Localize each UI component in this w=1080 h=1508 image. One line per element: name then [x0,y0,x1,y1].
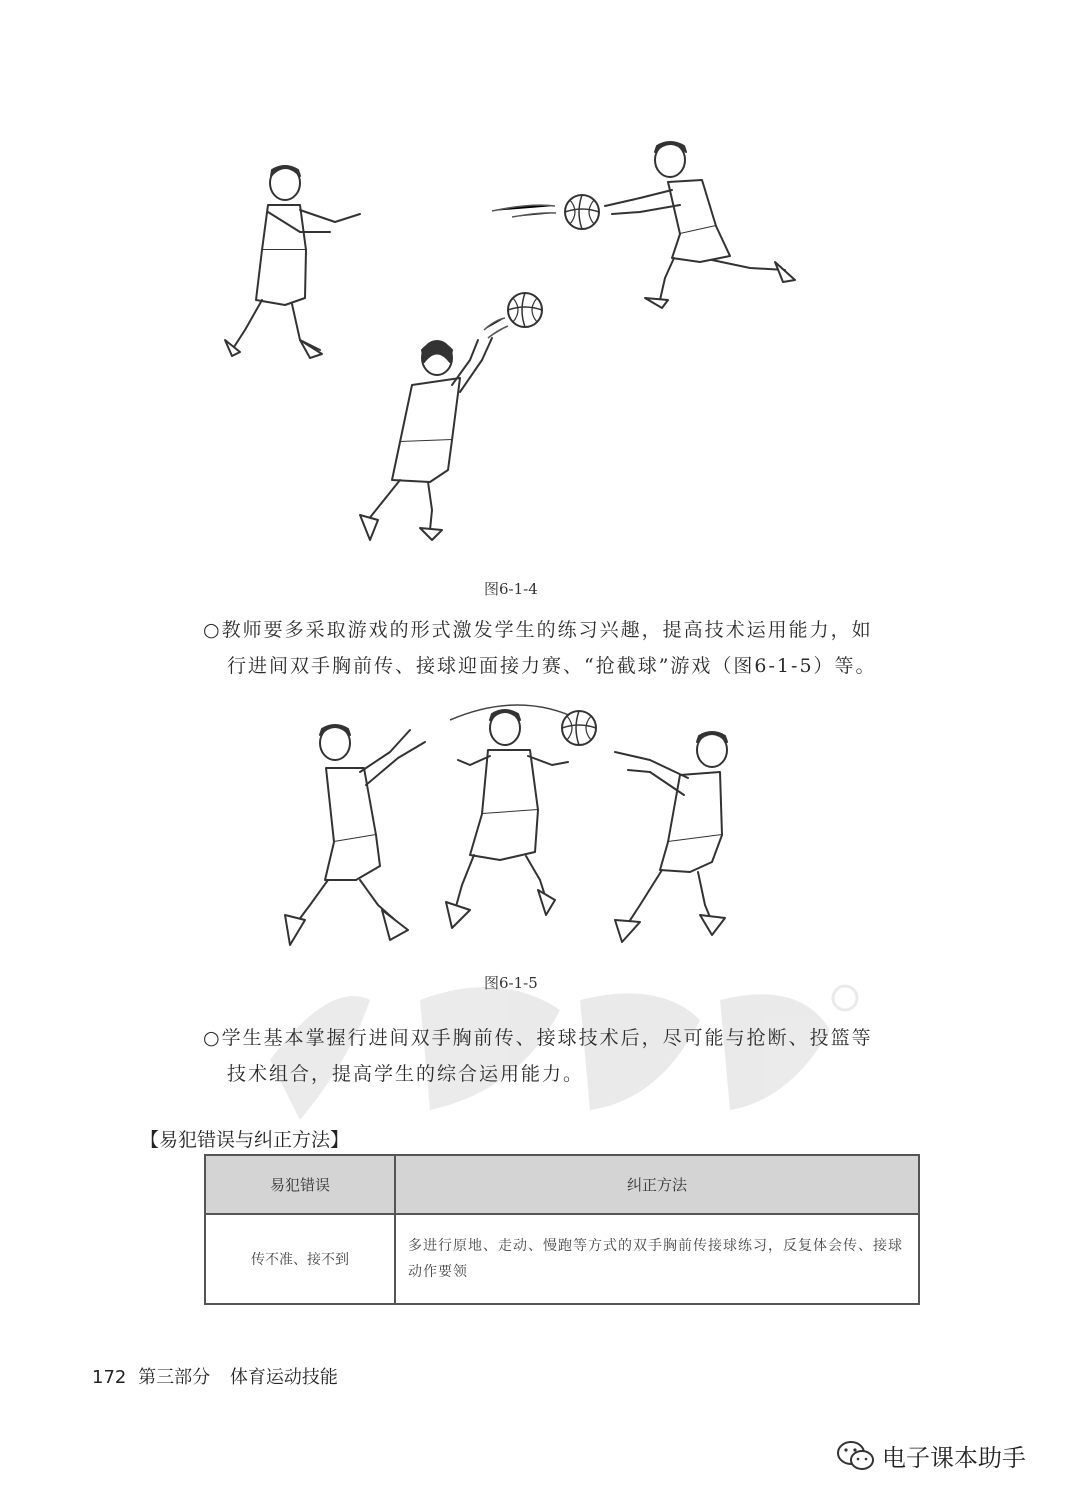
paragraph-line: 行进间双手胸前传、接球迎面接力赛、“抢截球”游戏（图6-1-5）等。 [227,655,877,677]
page-number: 172 [92,1367,127,1388]
section-title: 【易犯错误与纠正方法】 [140,1129,350,1151]
paragraph-line: 技术组合，提高学生的综合运用能力。 [227,1063,585,1085]
wechat-account-watermark [836,1438,1026,1473]
part-title: 第三部分 [138,1367,211,1388]
pass-motion-lines-2 [484,318,508,338]
basketball-icon [508,293,542,327]
basketball-icon [565,195,599,229]
paragraph-skill-combo [203,1020,923,1092]
column-header-error: 易犯错误 [205,1155,395,1214]
bullet-icon: ○ [203,619,222,641]
column-header-fix: 纠正方法 [395,1155,919,1214]
wechat-icon [836,1439,876,1473]
player-fig5-left [285,725,425,945]
table-header-row [205,1155,919,1214]
player-right-receiving [605,142,795,308]
figure-caption-6-1-4: 图6-1-4 [484,580,538,598]
page-footer [92,1363,338,1389]
pass-motion-lines [492,205,556,217]
paragraph-line: 学生基本掌握行进间双手胸前传、接球技术后，尽可能与抢断、投篮等 [221,1027,873,1049]
account-name: 电子课本助手 [882,1444,1026,1472]
player-bottom-catching [360,338,492,540]
paragraph-line: 教师要多采取游戏的形式激发学生的练习兴趣，提高技术运用能力，如 [221,619,873,641]
bullet-icon: ○ [203,1027,222,1049]
table-row [205,1214,919,1304]
player-left-passing [225,166,360,358]
player-fig5-right [615,732,727,942]
figure-caption-6-1-5: 图6-1-5 [484,974,538,992]
paragraph-teaching-tip [203,612,923,684]
player-fig5-middle [446,710,568,928]
chapter-title: 体育运动技能 [229,1367,338,1388]
error-cell: 传不准、接不到 [205,1214,395,1304]
error-correction-table [204,1154,920,1305]
fix-cell: 多进行原地、走动、慢跑等方式的双手胸前传接球练习，反复体会传、接球动作要领 [395,1214,919,1304]
basketball-icon [562,711,596,745]
